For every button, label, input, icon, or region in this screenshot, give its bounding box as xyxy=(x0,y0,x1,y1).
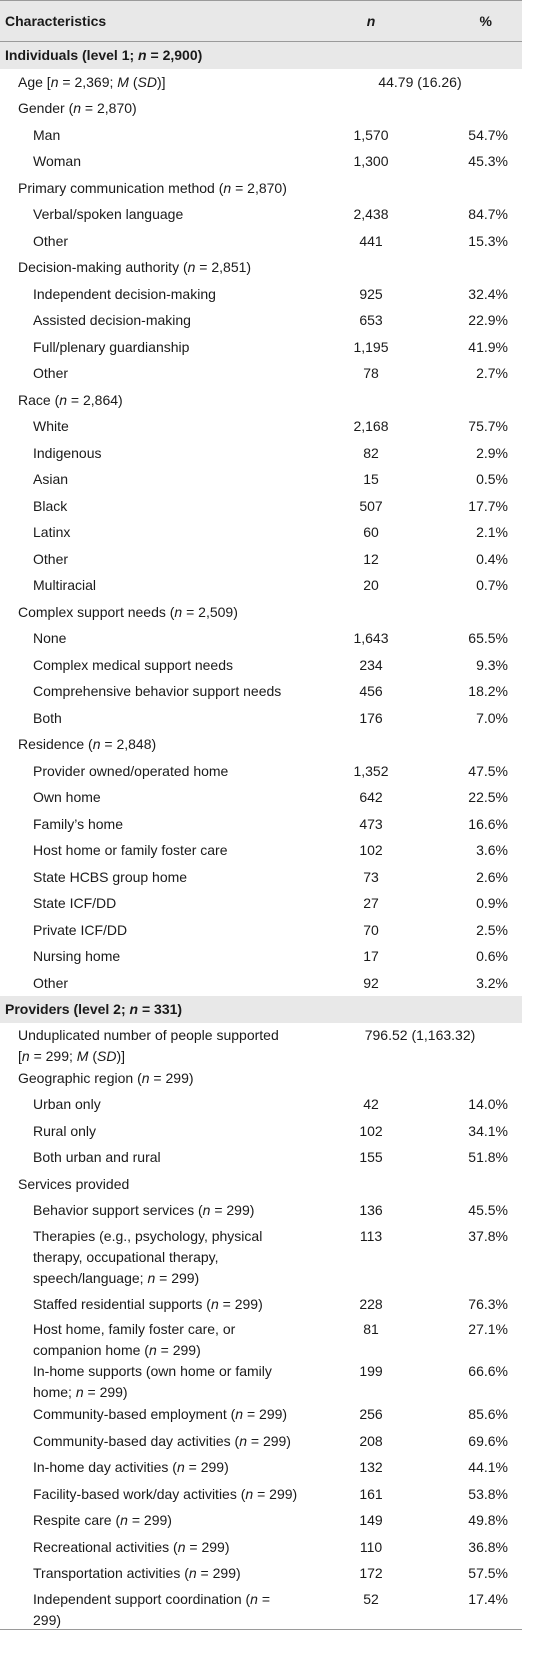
row-percent: 0.7% xyxy=(476,577,508,593)
row-label: Both xyxy=(33,709,62,726)
row-label: Independent support coordination (n = 299) xyxy=(33,1590,271,1628)
row-label: Therapies (e.g., psychology, physical therapy, occupational therapy, speech/language; n = 299) xyxy=(33,1227,263,1286)
row-percent: 17.4% xyxy=(468,1590,508,1607)
table-row xyxy=(0,943,522,970)
row-count: 132 xyxy=(359,1459,383,1475)
row-count: 208 xyxy=(359,1432,383,1449)
row-count: 81 xyxy=(363,1321,379,1337)
table-row xyxy=(0,307,522,334)
row-label: Behavior support services (n = 299) xyxy=(33,1202,255,1218)
header-percent: % xyxy=(479,13,492,29)
table-row xyxy=(0,440,522,467)
table-row xyxy=(0,1118,522,1145)
row-percent: 14.0% xyxy=(468,1096,508,1112)
row-label: Urban only xyxy=(33,1096,101,1112)
row-percent: 45.5% xyxy=(468,1202,508,1218)
row-percent: 76.3% xyxy=(468,1295,508,1312)
row-percent: 36.8% xyxy=(468,1538,508,1555)
row-label: Family’s home xyxy=(33,815,123,832)
row-percent: 34.1% xyxy=(468,1122,508,1139)
row-percent: 18.2% xyxy=(468,683,508,699)
row-label: Complex medical support needs xyxy=(33,656,233,673)
row-percent: 2.7% xyxy=(476,365,508,381)
row-count: 1,300 xyxy=(353,153,389,169)
row-count: 78 xyxy=(363,365,379,381)
row-count: 15 xyxy=(363,471,379,487)
row-count: 199 xyxy=(359,1363,383,1379)
row-percent: 41.9% xyxy=(468,338,508,355)
table-row xyxy=(0,1065,522,1092)
table-row xyxy=(0,334,522,361)
table-row xyxy=(0,1428,522,1455)
row-count: 2,168 xyxy=(353,418,389,434)
row-label: White xyxy=(33,418,69,434)
row-label: Both urban and rural xyxy=(33,1149,161,1165)
row-percent: 0.6% xyxy=(476,948,508,964)
row-percent: 2.6% xyxy=(476,868,508,885)
row-label: State ICF/DD xyxy=(33,895,117,911)
table-row xyxy=(0,387,522,414)
row-percent: 27.1% xyxy=(468,1321,508,1337)
row-label: None xyxy=(33,630,67,646)
row-label: Own home xyxy=(33,789,101,805)
table-row xyxy=(0,1560,522,1587)
row-count: 925 xyxy=(359,285,383,302)
row-label: Geographic region (n = 299) xyxy=(18,1069,194,1086)
row-count: 228 xyxy=(359,1295,383,1312)
row-label: Staffed residential supports (n = 299) xyxy=(33,1295,263,1312)
table-row xyxy=(0,970,522,997)
row-percent: 37.8% xyxy=(468,1227,508,1244)
row-label: Community-based employment (n = 299) xyxy=(33,1406,288,1422)
row-label: Recreational activities (n = 299) xyxy=(33,1538,230,1555)
row-count: 456 xyxy=(359,683,383,699)
table-row xyxy=(0,1359,522,1401)
row-percent: 16.6% xyxy=(468,815,508,832)
row-label: Providers (level 2; n = 331) xyxy=(5,1001,183,1017)
table-row xyxy=(0,1401,522,1428)
row-label: Provider owned/operated home xyxy=(33,762,229,779)
row-count: 82 xyxy=(363,444,379,461)
table-row xyxy=(0,625,522,652)
table-row xyxy=(0,413,522,440)
row-label: Unduplicated number of people supported [n = 299; M (SD)] xyxy=(18,1026,279,1064)
row-count: 155 xyxy=(359,1149,383,1165)
table-row xyxy=(0,1023,522,1065)
row-percent: 85.6% xyxy=(468,1406,508,1422)
row-count: 161 xyxy=(359,1485,383,1502)
row-label: Community-based day activities (n = 299) xyxy=(33,1432,291,1449)
row-label: Assisted decision-making xyxy=(33,312,191,328)
table-row xyxy=(0,811,522,838)
row-percent: 7.0% xyxy=(476,709,508,726)
table-row xyxy=(0,1197,522,1224)
row-label: Woman xyxy=(33,153,81,169)
row-percent: 22.5% xyxy=(468,789,508,805)
row-count: 473 xyxy=(359,815,383,832)
row-percent: 57.5% xyxy=(468,1565,508,1581)
row-count: 642 xyxy=(359,789,383,805)
row-percent: 53.8% xyxy=(468,1485,508,1502)
header-n: n xyxy=(366,13,376,29)
table-row xyxy=(0,122,522,149)
row-label: Other xyxy=(33,232,69,249)
row-label: Private ICF/DD xyxy=(33,921,128,938)
row-percent: 49.8% xyxy=(468,1512,508,1528)
table-row xyxy=(0,678,522,705)
table-row xyxy=(0,1224,522,1291)
row-percent: 32.4% xyxy=(468,285,508,302)
row-label: Transportation activities (n = 299) xyxy=(33,1565,241,1581)
row-percent: 0.5% xyxy=(476,471,508,487)
row-label: Full/plenary guardianship xyxy=(33,338,190,355)
row-percent: 15.3% xyxy=(468,232,508,249)
row-count: 1,570 xyxy=(353,126,389,143)
row-percent: 2.1% xyxy=(476,524,508,540)
row-percent: 17.7% xyxy=(468,497,508,514)
row-count: 113 xyxy=(359,1227,383,1244)
table-row xyxy=(0,1317,522,1359)
row-count: 102 xyxy=(359,1122,383,1139)
row-label: Black xyxy=(33,497,68,514)
table-row xyxy=(0,519,522,546)
row-count: 17 xyxy=(363,948,379,964)
row-count: 110 xyxy=(359,1538,383,1555)
table-row xyxy=(0,360,522,387)
row-count: 60 xyxy=(363,524,379,540)
table-row xyxy=(0,1534,522,1561)
table-row xyxy=(0,837,522,864)
row-label: State HCBS group home xyxy=(33,868,188,885)
row-percent: 9.3% xyxy=(476,656,508,673)
table-row xyxy=(0,148,522,175)
row-count: 653 xyxy=(359,312,383,328)
row-count: 73 xyxy=(363,868,379,885)
table-row xyxy=(0,890,522,917)
row-count: 172 xyxy=(359,1565,383,1581)
row-count: 42 xyxy=(363,1096,379,1112)
row-label: Decision-making authority (n = 2,851) xyxy=(18,259,252,275)
row-label: Gender (n = 2,870) xyxy=(18,100,137,116)
row-label: Other xyxy=(33,550,69,567)
table-row xyxy=(0,228,522,255)
row-label: Indigenous xyxy=(33,444,102,461)
table-row xyxy=(0,731,522,758)
table-row xyxy=(0,1481,522,1508)
table-header xyxy=(0,0,522,42)
row-label: Other xyxy=(33,974,69,991)
row-label: Host home, family foster care, or companion home (n = 299) xyxy=(33,1321,236,1358)
row-label: Verbal/spoken language xyxy=(33,206,184,222)
row-label: Multiracial xyxy=(33,577,97,593)
row-label: Asian xyxy=(33,471,69,487)
table-row xyxy=(0,1144,522,1171)
row-label: Other xyxy=(33,365,69,381)
row-count: 102 xyxy=(359,842,383,858)
row-label: Services provided xyxy=(18,1175,130,1192)
row-label: Man xyxy=(33,126,61,143)
row-label: Primary communication method (n = 2,870) xyxy=(18,179,287,196)
row-count: 52 xyxy=(363,1590,379,1607)
table-row xyxy=(0,95,522,122)
table-row xyxy=(0,69,522,96)
row-percent: 2.5% xyxy=(476,921,508,938)
row-count: 149 xyxy=(359,1512,383,1528)
table-row xyxy=(0,1171,522,1198)
row-percent: 69.6% xyxy=(468,1432,508,1449)
row-percent: 3.2% xyxy=(476,974,508,991)
row-label: Comprehensive behavior support needs xyxy=(33,683,282,699)
row-count: 234 xyxy=(359,656,383,673)
row-count: 1,643 xyxy=(353,630,389,646)
row-label: Respite care (n = 299) xyxy=(33,1512,172,1528)
row-percent: 47.5% xyxy=(468,762,508,779)
row-label: In-home supports (own home or family home; n = 299) xyxy=(33,1363,272,1400)
row-count: 92 xyxy=(363,974,379,991)
row-label: Nursing home xyxy=(33,948,121,964)
row-label: Latinx xyxy=(33,524,71,540)
row-count: 12 xyxy=(363,550,379,567)
table-row xyxy=(0,917,522,944)
row-count: 27 xyxy=(363,895,379,911)
table-row xyxy=(0,1507,522,1534)
row-label: Rural only xyxy=(33,1122,97,1139)
row-percent: 0.4% xyxy=(476,550,508,567)
table-row xyxy=(0,1091,522,1118)
table-row xyxy=(0,599,522,626)
table-row xyxy=(0,546,522,573)
row-label: In-home day activities (n = 299) xyxy=(33,1459,229,1475)
row-count: 256 xyxy=(359,1406,383,1422)
row-label: Facility-based work/day activities (n = 299) xyxy=(33,1485,298,1502)
row-label: Age [n = 2,369; M (SD)] xyxy=(18,73,166,90)
row-percent: 65.5% xyxy=(468,630,508,646)
table-row xyxy=(0,864,522,891)
row-label: Complex support needs (n = 2,509) xyxy=(18,603,238,620)
row-percent: 3.6% xyxy=(476,842,508,858)
header-characteristics: Characteristics xyxy=(5,13,107,29)
table-row xyxy=(0,1587,522,1630)
row-count: 20 xyxy=(363,577,379,593)
row-count: 507 xyxy=(359,497,383,514)
row-percent: 2.9% xyxy=(476,444,508,461)
table-row xyxy=(0,758,522,785)
row-label: Individuals (level 1; n = 2,900) xyxy=(5,47,203,63)
table-row xyxy=(0,254,522,281)
row-count: 441 xyxy=(359,232,383,249)
row-percent: 22.9% xyxy=(468,312,508,328)
row-label: Independent decision-making xyxy=(33,285,216,302)
table-row xyxy=(0,201,522,228)
row-label: Host home or family foster care xyxy=(33,842,228,858)
table-row xyxy=(0,281,522,308)
table-row xyxy=(0,572,522,599)
section-row xyxy=(0,42,522,69)
row-count: 70 xyxy=(363,921,379,938)
row-label: Race (n = 2,864) xyxy=(18,391,123,408)
table-row xyxy=(0,466,522,493)
row-percent: 84.7% xyxy=(468,206,508,222)
row-percent: 0.9% xyxy=(476,895,508,911)
table-row xyxy=(0,705,522,732)
table-row xyxy=(0,493,522,520)
row-count: 1,195 xyxy=(353,338,389,355)
row-percent: 75.7% xyxy=(468,418,508,434)
row-summary-value: 796.52 (1,163.32) xyxy=(364,1026,476,1043)
row-percent: 51.8% xyxy=(468,1149,508,1165)
row-count: 2,438 xyxy=(353,206,389,222)
row-label: Residence (n = 2,848) xyxy=(18,736,157,752)
row-count: 136 xyxy=(359,1202,383,1218)
table-row xyxy=(0,175,522,202)
row-percent: 66.6% xyxy=(468,1363,508,1379)
table-body xyxy=(0,42,522,1630)
section-row xyxy=(0,996,522,1023)
row-percent: 44.1% xyxy=(468,1459,508,1475)
row-count: 176 xyxy=(359,709,383,726)
table-row xyxy=(0,652,522,679)
row-percent: 45.3% xyxy=(468,153,508,169)
row-count: 1,352 xyxy=(353,762,389,779)
table-row xyxy=(0,1454,522,1481)
row-summary-value: 44.79 (16.26) xyxy=(378,73,462,90)
table-row xyxy=(0,1291,522,1318)
table-row xyxy=(0,784,522,811)
row-percent: 54.7% xyxy=(468,126,508,143)
